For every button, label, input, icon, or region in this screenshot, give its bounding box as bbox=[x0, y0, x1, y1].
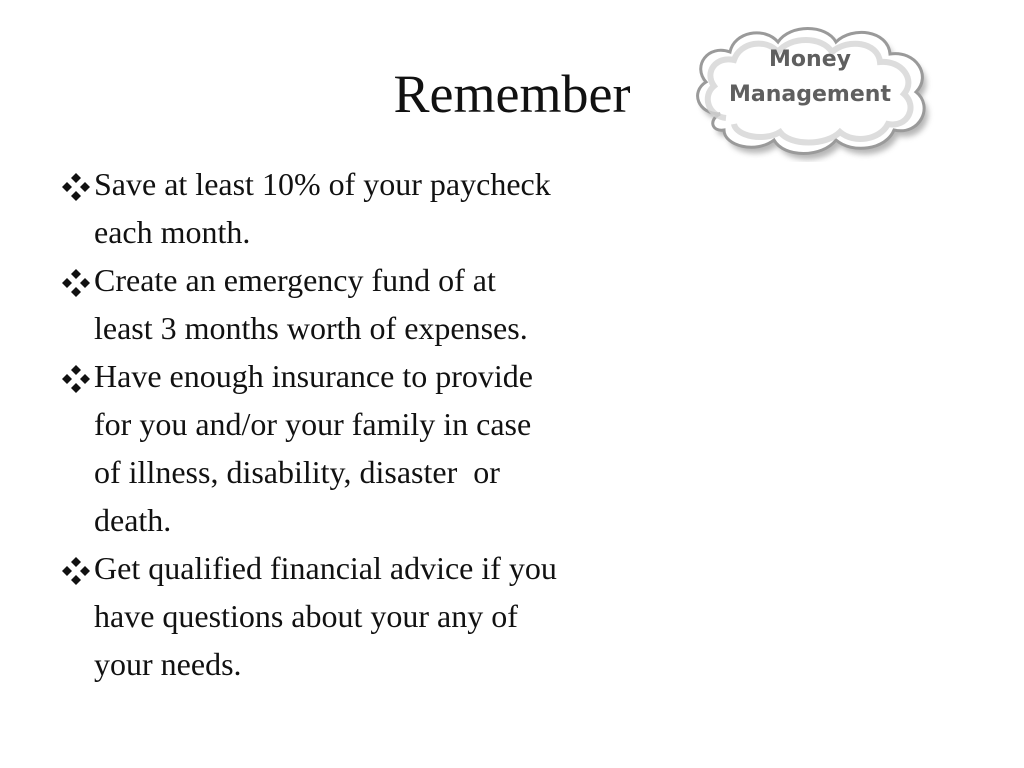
bullet-list bbox=[62, 160, 702, 688]
bullet-text: Get qualified financial advice if you bbox=[94, 550, 557, 586]
logo-text-money: Money bbox=[769, 47, 851, 72]
bullet-text: Have enough insurance to provide bbox=[94, 358, 533, 394]
slide-title: Remember bbox=[393, 64, 631, 124]
four-diamond-bullet-icon bbox=[62, 365, 90, 393]
bullet-text-continued: have questions about your any of bbox=[94, 598, 518, 634]
money-management-logo bbox=[680, 14, 942, 162]
four-diamond-bullet-icon bbox=[62, 557, 90, 585]
bullet-item bbox=[62, 160, 702, 256]
bullet-text-continued: death. bbox=[94, 502, 172, 538]
bullet-item bbox=[62, 352, 702, 544]
bullet-text: Create an emergency fund of at bbox=[94, 262, 496, 298]
bullet-text-continued: each month. bbox=[94, 214, 251, 250]
four-diamond-bullet-icon bbox=[62, 173, 90, 201]
bullet-text-continued: least 3 months worth of expenses. bbox=[94, 310, 528, 346]
four-diamond-bullet-icon bbox=[62, 269, 90, 297]
bullet-item bbox=[62, 544, 702, 688]
logo-text-management: Management bbox=[729, 82, 891, 107]
bullet-item bbox=[62, 256, 702, 352]
bullet-text-continued: of illness, disability, disaster or bbox=[94, 454, 500, 490]
bullet-text-continued: your needs. bbox=[94, 646, 242, 682]
bullet-text-continued: for you and/or your family in case bbox=[94, 406, 532, 442]
bullet-text: Save at least 10% of your paycheck bbox=[94, 166, 551, 202]
